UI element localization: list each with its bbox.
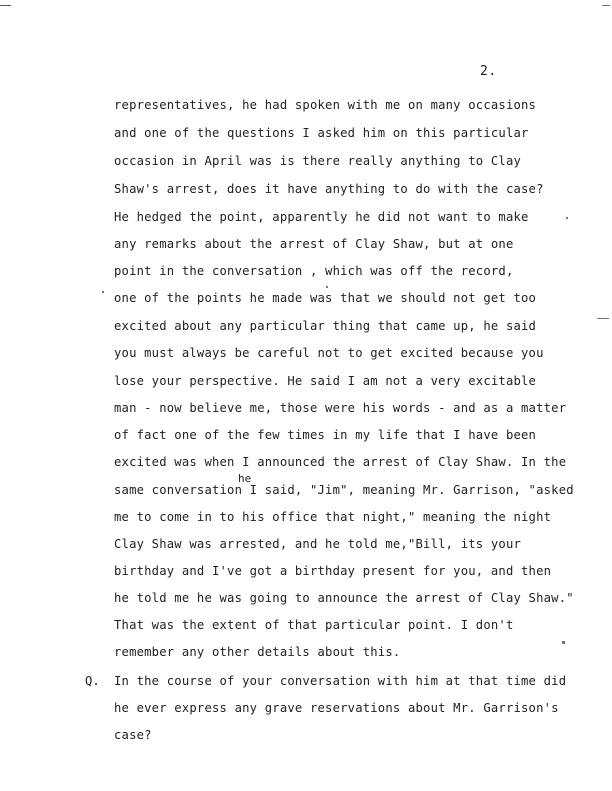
text-line: he ever express any grave reservations about Mr. Garrison's: [114, 701, 559, 715]
text-line: occasion in April was is there really anything to Clay: [114, 154, 522, 168]
scan-speck: [326, 286, 328, 288]
text-line: He hedged the point, apparently he did not want to make: [114, 210, 529, 224]
scan-speck: [562, 641, 565, 644]
text-line: representatives, he had spoken with me on many occasions: [114, 98, 537, 112]
text-line: point in the conversation , which was off the record,: [114, 264, 514, 278]
text-line: any remarks about the arrest of Clay Shaw, but at one: [114, 237, 514, 251]
text-line: Shaw's arrest, does it have anything to do with the case?: [114, 182, 544, 196]
page-number: 2.: [480, 64, 497, 79]
text-line: That was the extent of that particular point. I don't: [114, 618, 514, 632]
text-line: you must always be careful not to get excited because you: [114, 346, 544, 360]
interlinear-correction: he: [238, 472, 252, 485]
text-line: remember any other details about this.: [114, 645, 401, 659]
question-marker: Q.: [85, 674, 100, 688]
text-line: In the course of your conversation with him at that time did: [114, 674, 567, 688]
text-line: excited was when I announced the arrest of Clay Shaw. In the: [114, 455, 567, 469]
scan-speck: [602, 5, 610, 6]
text-line: case?: [114, 728, 152, 742]
scan-speck: [597, 318, 609, 319]
scan-speck: [102, 291, 104, 293]
text-line: same conversation I said, "Jim", meaning Mr. Garrison, "asked: [114, 483, 574, 497]
text-line: excited about any particular thing that came up, he said: [114, 319, 537, 333]
scan-speck: [566, 217, 568, 219]
text-line: of fact one of the few times in my life that I have been: [114, 428, 537, 442]
text-line: lose your perspective. He said I am not a very excitable: [114, 374, 537, 388]
text-line: me to come in to his office that night," meaning the night: [114, 510, 552, 524]
text-line: man - now believe me, those were his words - and as a matter: [114, 401, 567, 415]
text-line: he told me he was going to announce the arrest of Clay Shaw.": [114, 591, 574, 605]
text-line: one of the points he made was that we should not get too: [114, 291, 537, 305]
text-line: Clay Shaw was arrested, and he told me,"Bill, its your: [114, 537, 522, 551]
text-line: birthday and I've got a birthday present for you, and then: [114, 564, 552, 578]
scan-edge-mark: [0, 5, 11, 6]
text-line: and one of the questions I asked him on this particular: [114, 126, 529, 140]
